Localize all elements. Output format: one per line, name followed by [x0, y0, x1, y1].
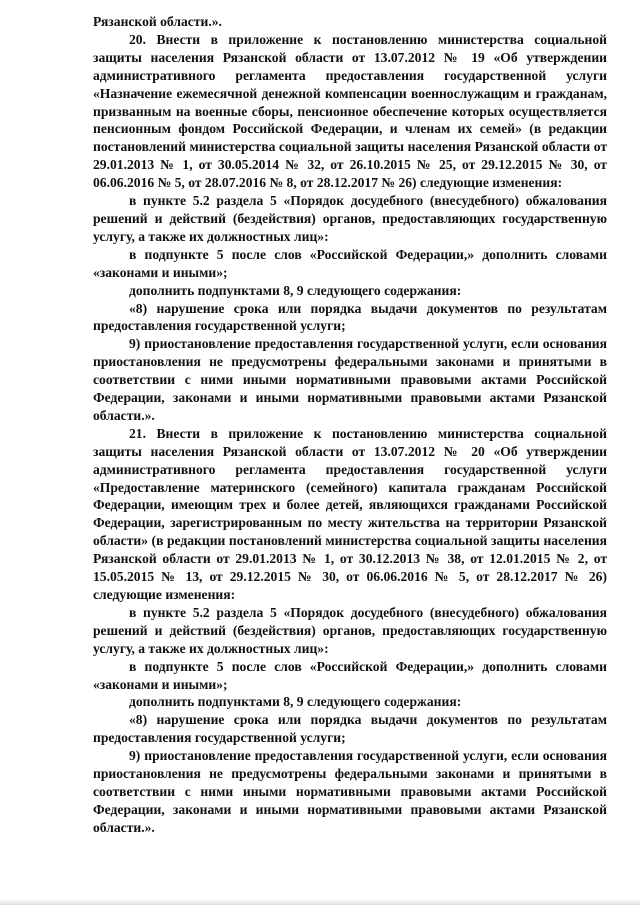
paragraph-add-subclauses: дополнить подпунктами 8, 9 следующего содержания: [129, 282, 462, 298]
paragraph-subclause-8: «8) нарушение срока или порядка выдачи документов по результатам предоставления государственной услуги; [93, 300, 607, 334]
paragraph-continuation: Рязанской области.». [93, 14, 222, 29]
scan-bottom-edge [0, 899, 640, 905]
paragraph-subclause-5: в подпункте 5 после слов «Российской Федерации,» дополнить словами «законами и иными»; [93, 246, 607, 280]
paragraph-clause-5-2: в пункте 5.2 раздела 5 «Порядок досудебного (внесудебного) обжалования решений и действий (бездействия) органов, предоставляющих государственную услугу, а также их должностных лиц»: [93, 604, 607, 656]
paragraph-clause-5-2: в пункте 5.2 раздела 5 «Порядок досудебного (внесудебного) обжалования решений и действий (бездействия) органов, предоставляющих государственную услугу, а также их должностных лиц»: [93, 193, 607, 244]
paragraph-add-subclauses: дополнить подпунктами 8, 9 следующего содержания: [129, 694, 462, 710]
paragraph-subclause-5: в подпункте 5 после слов «Российской Федерации,» дополнить словами «законами и иными»; [93, 658, 607, 692]
paragraph-subclause-8: «8) нарушение срока или порядка выдачи документов по результатам предоставления государственной услуги; [93, 712, 607, 746]
paragraph-subclause-9: 9) приостановление предоставления государственной услуги, если основания приостановления не предусмотрены федеральными законами и принятыми в соответствии с ними иными нормативными правовыми актами Российской Федерации, законами и иными нормативными правовыми актами Рязанской области.». [93, 336, 607, 423]
document-body [93, 13, 607, 837]
paragraph-item-20: 20. Внести в приложение к постановлению министерства социальной защиты населения Рязанской области от 13.07.2012 № 19 «Об утверждении административного регламента предоставления государственной услуги «Назначение ежемесячной денежной компенсации военнослужащим и гражданам, призванным на военные сборы, пенсионное обеспечение которых осуществляется пенсионным фондом Российской Федерации, и членам их семей» (в редакции постановлений министерства социальной защиты населения Рязанской области от 29.01.2013 № 1, от 30.05.2014 № 32, от 26.10.2015 № 25, от 29.12.2015 № 30, от 06.06.2016 № 5, от 28.07.2016 № 8, от 28.12.2017 № 26) следующие изменения: [93, 31, 607, 191]
paragraph-subclause-9: 9) приостановление предоставления государственной услуги, если основания приостановления не предусмотрены федеральными законами и принятыми в соответствии с ними иными нормативными правовыми актами Российской Федерации, законами и иными нормативными правовыми актами Рязанской области.». [93, 748, 607, 835]
paragraph-item-21: 21. Внести в приложение к постановлению министерства социальной защиты населения Рязанской области от 13.07.2012 № 20 «Об утверждении административного регламента предоставления государственной услуги «Предоставление материнского (семейного) капитала гражданам Российской Федерации, имеющим трех и более детей, являющихся гражданами Российской Федерации, зарегистрированным по месту жительства на территории Рязанской области» (в редакции постановлений министерства социальной защиты населения Рязанской области от 29.01.2013 № 1, от 30.12.2013 № 38, от 12.01.2015 № 2, от 15.05.2015 № 13, от 29.12.2015 № 30, от 06.06.2016 № 5, от 28.12.2017 № 26) следующие изменения: [93, 425, 607, 602]
